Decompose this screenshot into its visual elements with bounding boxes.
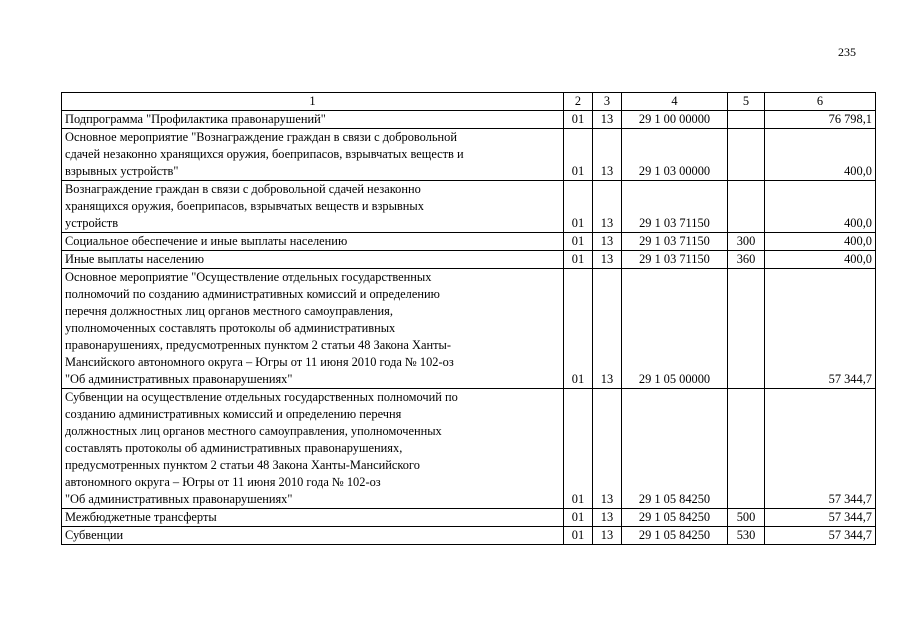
row-amount: 57 344,7 [765,509,876,527]
column-header-name: 1 [62,93,564,111]
row-subsection: 13 [593,129,622,181]
row-subsection: 13 [593,111,622,129]
row-expense-type: 360 [728,251,765,269]
row-expense-type: 500 [728,509,765,527]
row-expense-type: 530 [728,527,765,545]
row-amount: 400,0 [765,251,876,269]
row-amount: 400,0 [765,129,876,181]
table-row [62,527,876,545]
row-name: Субвенции [62,527,564,545]
row-subsection: 13 [593,389,622,509]
row-target-article: 29 1 03 71150 [622,251,728,269]
row-amount: 400,0 [765,181,876,233]
row-target-article: 29 1 00 00000 [622,111,728,129]
row-amount: 57 344,7 [765,269,876,389]
row-name: Иные выплаты населению [62,251,564,269]
row-name: Основное мероприятие "Осуществление отдельных государственных полномочий по созданию административных комиссий и определению перечня должностных лиц органов местного самоуправления, уполномоченных составлять протоколы об административных правонарушениях, предусмотренных пунктом 2 статьи 48 Закона Ханты- Мансийского автономного округа – Югры от 11 июня 2010 года № 102-оз "Об административных правонарушениях" [62,269,564,389]
row-section: 01 [564,509,593,527]
row-subsection: 13 [593,181,622,233]
table-header-row [62,93,876,111]
row-name: Подпрограмма "Профилактика правонарушений" [62,111,564,129]
column-header-target-article: 4 [622,93,728,111]
column-header-section: 2 [564,93,593,111]
row-name: Субвенции на осуществление отдельных государственных полномочий по созданию административных комиссий и определению перечня должностных лиц органов местного самоуправления, уполномоченных составлять протоколы об административных правонарушениях, предусмотренных пунктом 2 статьи 48 Закона Ханты-Мансийского автономного округа – Югры от 11 июня 2010 года № 102-оз "Об административных правонарушениях" [62,389,564,509]
row-section: 01 [564,233,593,251]
table-row [62,509,876,527]
row-target-article: 29 1 03 71150 [622,181,728,233]
column-header-expense-type: 5 [728,93,765,111]
row-subsection: 13 [593,251,622,269]
row-target-article: 29 1 05 84250 [622,527,728,545]
row-subsection: 13 [593,233,622,251]
row-name: Межбюджетные трансферты [62,509,564,527]
row-name: Основное мероприятие "Вознаграждение граждан в связи с добровольной сдачей незаконно хранящихся оружия, боеприпасов, взрывчатых веществ и взрывных устройств" [62,129,564,181]
row-expense-type: 300 [728,233,765,251]
row-section: 01 [564,181,593,233]
row-target-article: 29 1 03 71150 [622,233,728,251]
budget-table [61,92,876,545]
row-amount: 57 344,7 [765,389,876,509]
row-expense-type [728,181,765,233]
row-expense-type [728,129,765,181]
row-target-article: 29 1 05 00000 [622,269,728,389]
row-expense-type [728,269,765,389]
row-subsection: 13 [593,269,622,389]
row-section: 01 [564,129,593,181]
column-header-subsection: 3 [593,93,622,111]
row-target-article: 29 1 03 00000 [622,129,728,181]
row-amount: 76 798,1 [765,111,876,129]
table-row [62,129,876,181]
row-amount: 400,0 [765,233,876,251]
row-section: 01 [564,251,593,269]
table-row [62,181,876,233]
row-section: 01 [564,527,593,545]
table-row [62,269,876,389]
row-amount: 57 344,7 [765,527,876,545]
row-section: 01 [564,389,593,509]
row-target-article: 29 1 05 84250 [622,509,728,527]
column-header-amount: 6 [765,93,876,111]
row-expense-type [728,111,765,129]
row-name: Вознаграждение граждан в связи с добровольной сдачей незаконно хранящихся оружия, боеприпасов, взрывчатых веществ и взрывных устройств [62,181,564,233]
table-row [62,111,876,129]
table-row [62,389,876,509]
table-row [62,251,876,269]
page-number: 235 [838,45,856,59]
row-name: Социальное обеспечение и иные выплаты населению [62,233,564,251]
row-subsection: 13 [593,509,622,527]
row-subsection: 13 [593,527,622,545]
row-section: 01 [564,269,593,389]
table-row [62,233,876,251]
row-section: 01 [564,111,593,129]
row-target-article: 29 1 05 84250 [622,389,728,509]
row-expense-type [728,389,765,509]
